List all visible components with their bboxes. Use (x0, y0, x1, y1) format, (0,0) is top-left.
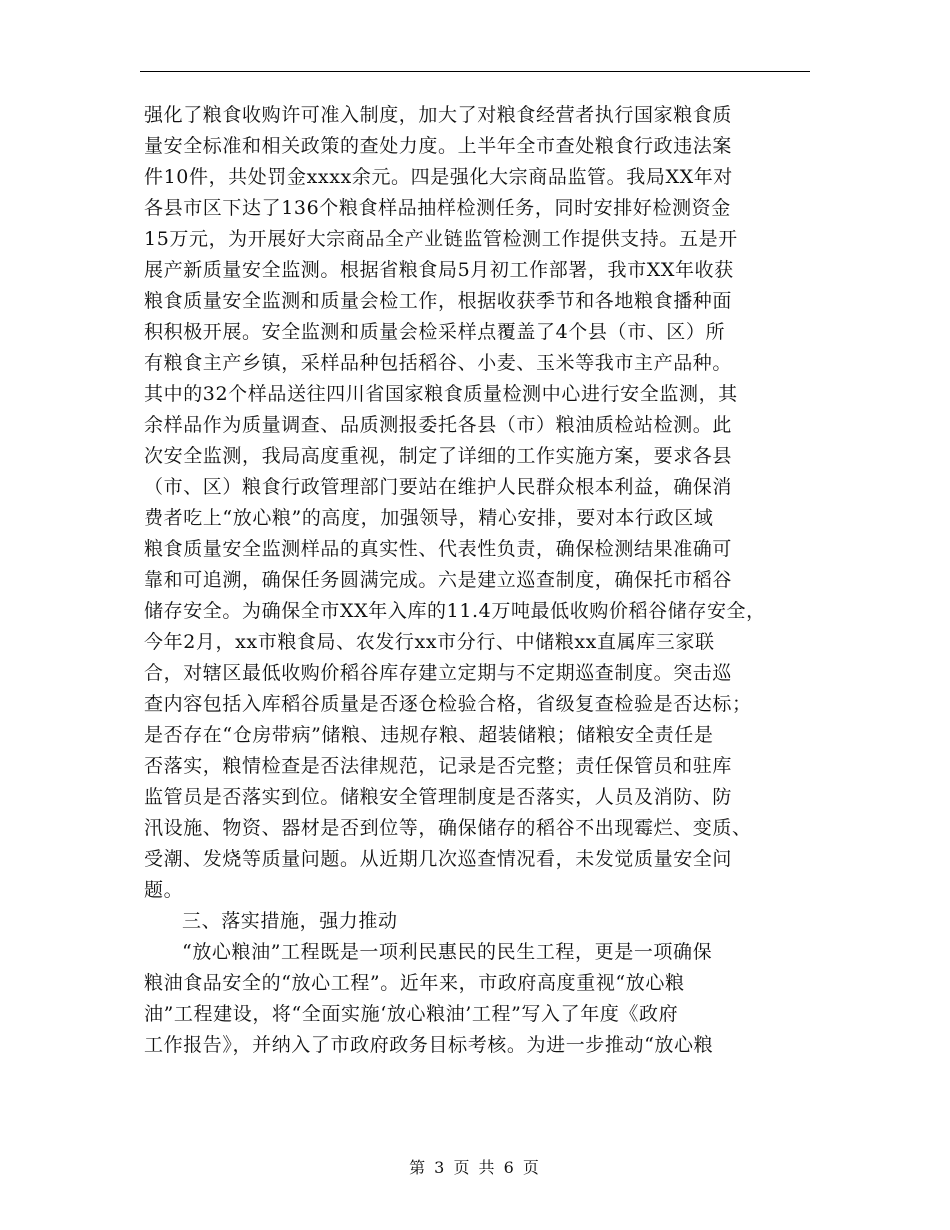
text-line: 题。 (144, 879, 184, 901)
text-line: 量安全标准和相关政策的查处力度。上半年全市查处粮食行政违法案 (144, 135, 733, 157)
text-line: 工作报告》，并纳入了市政府政务目标考核。为进一步推动“放心粮 (144, 1034, 714, 1056)
text-line: 查内容包括入库稻谷质量是否逐仓检验合格，省级复查检验是否达标； (144, 693, 752, 715)
text-line: 展产新质量安全监测。根据省粮食局5月初工作部署，我市XX年收获 (144, 259, 734, 281)
text-line: 积积极开展。安全监测和质量会检采样点覆盖了4个县（市、区）所 (144, 321, 726, 343)
text-line: 件10件，共处罚金xxxx余元。四是强化大宗商品监管。我局XX年对 (144, 166, 733, 188)
text-line: 粮油食品安全的“放心工程”。近年来，市政府高度重视“放心粮 (144, 972, 685, 994)
text-line: 是否存在“仓房带病”储粮、违规存粮、超装储粮；储粮安全责任是 (144, 724, 714, 746)
text-line: “放心粮油”工程既是一项利民惠民的民生工程，更是一项确保 (182, 941, 713, 963)
header-rule (140, 71, 810, 72)
text-line: 今年2月，xx市粮食局、农发行xx市分行、中储粮xx直属库三家联 (144, 631, 715, 653)
text-line: 余样品作为质量调查、品质测报委托各县（市）粮油质检站检测。此 (144, 414, 733, 436)
text-line: 储存安全。为确保全市XX年入库的11.4万吨最低收购价稻谷储存安全， (144, 600, 766, 622)
text-line: 各县市区下达了136个粮食样品抽样检测任务，同时安排好检测资金 (144, 197, 731, 219)
body-text (144, 100, 864, 1061)
text-line: 15万元，为开展好大宗商品全产业链监管检测工作提供支持。五是开 (144, 228, 738, 250)
text-line: 强化了粮食收购许可准入制度，加大了对粮食经营者执行国家粮食质 (144, 104, 733, 126)
text-line: 监管员是否落实到位。储粮安全管理制度是否落实，人员及消防、防 (144, 786, 733, 808)
text-line: 粮食质量安全监测样品的真实性、代表性负责，确保检测结果准确可 (144, 538, 733, 560)
text-line: 汛设施、物资、器材是否到位等，确保储存的稻谷不出现霉烂、变质、 (144, 817, 752, 839)
text-line: 其中的32个样品送往四川省国家粮食质量检测中心进行安全监测，其 (144, 383, 738, 405)
text-line: 否落实，粮情检查是否法律规范，记录是否完整；责任保管员和驻库 (144, 755, 733, 777)
text-line: 靠和可追溯，确保任务圆满完成。六是建立巡查制度，确保托市稻谷 (144, 569, 733, 591)
section-heading: 三、落实措施，强力推动 (182, 910, 398, 932)
text-line: 次安全监测，我局高度重视，制定了详细的工作实施方案，要求各县 (144, 445, 733, 467)
text-line: 油”工程建设，将“全面实施‘放心粮油’工程”写入了年度《政府 (144, 1003, 679, 1025)
text-line: （市、区）粮食行政管理部门要站在维护人民群众根本利益，确保消 (144, 476, 733, 498)
text-line: 受潮、发烧等质量问题。从近期几次巡查情况看，未发觉质量安全问 (144, 848, 733, 870)
text-line: 粮食质量安全监测和质量会检工作，根据收获季节和各地粮食播种面 (144, 290, 733, 312)
text-line: 费者吃上“放心粮”的高度，加强领导，精心安排，要对本行政区域 (144, 507, 714, 529)
text-line: 有粮食主产乡镇，采样品种包括稻谷、小麦、玉米等我市主产品种。 (144, 352, 733, 374)
page-number-footer: 第 3 页 共 6 页 (409, 1158, 541, 1177)
text-line: 合，对辖区最低收购价稻谷库存建立定期与不定期巡查制度。突击巡 (144, 662, 733, 684)
